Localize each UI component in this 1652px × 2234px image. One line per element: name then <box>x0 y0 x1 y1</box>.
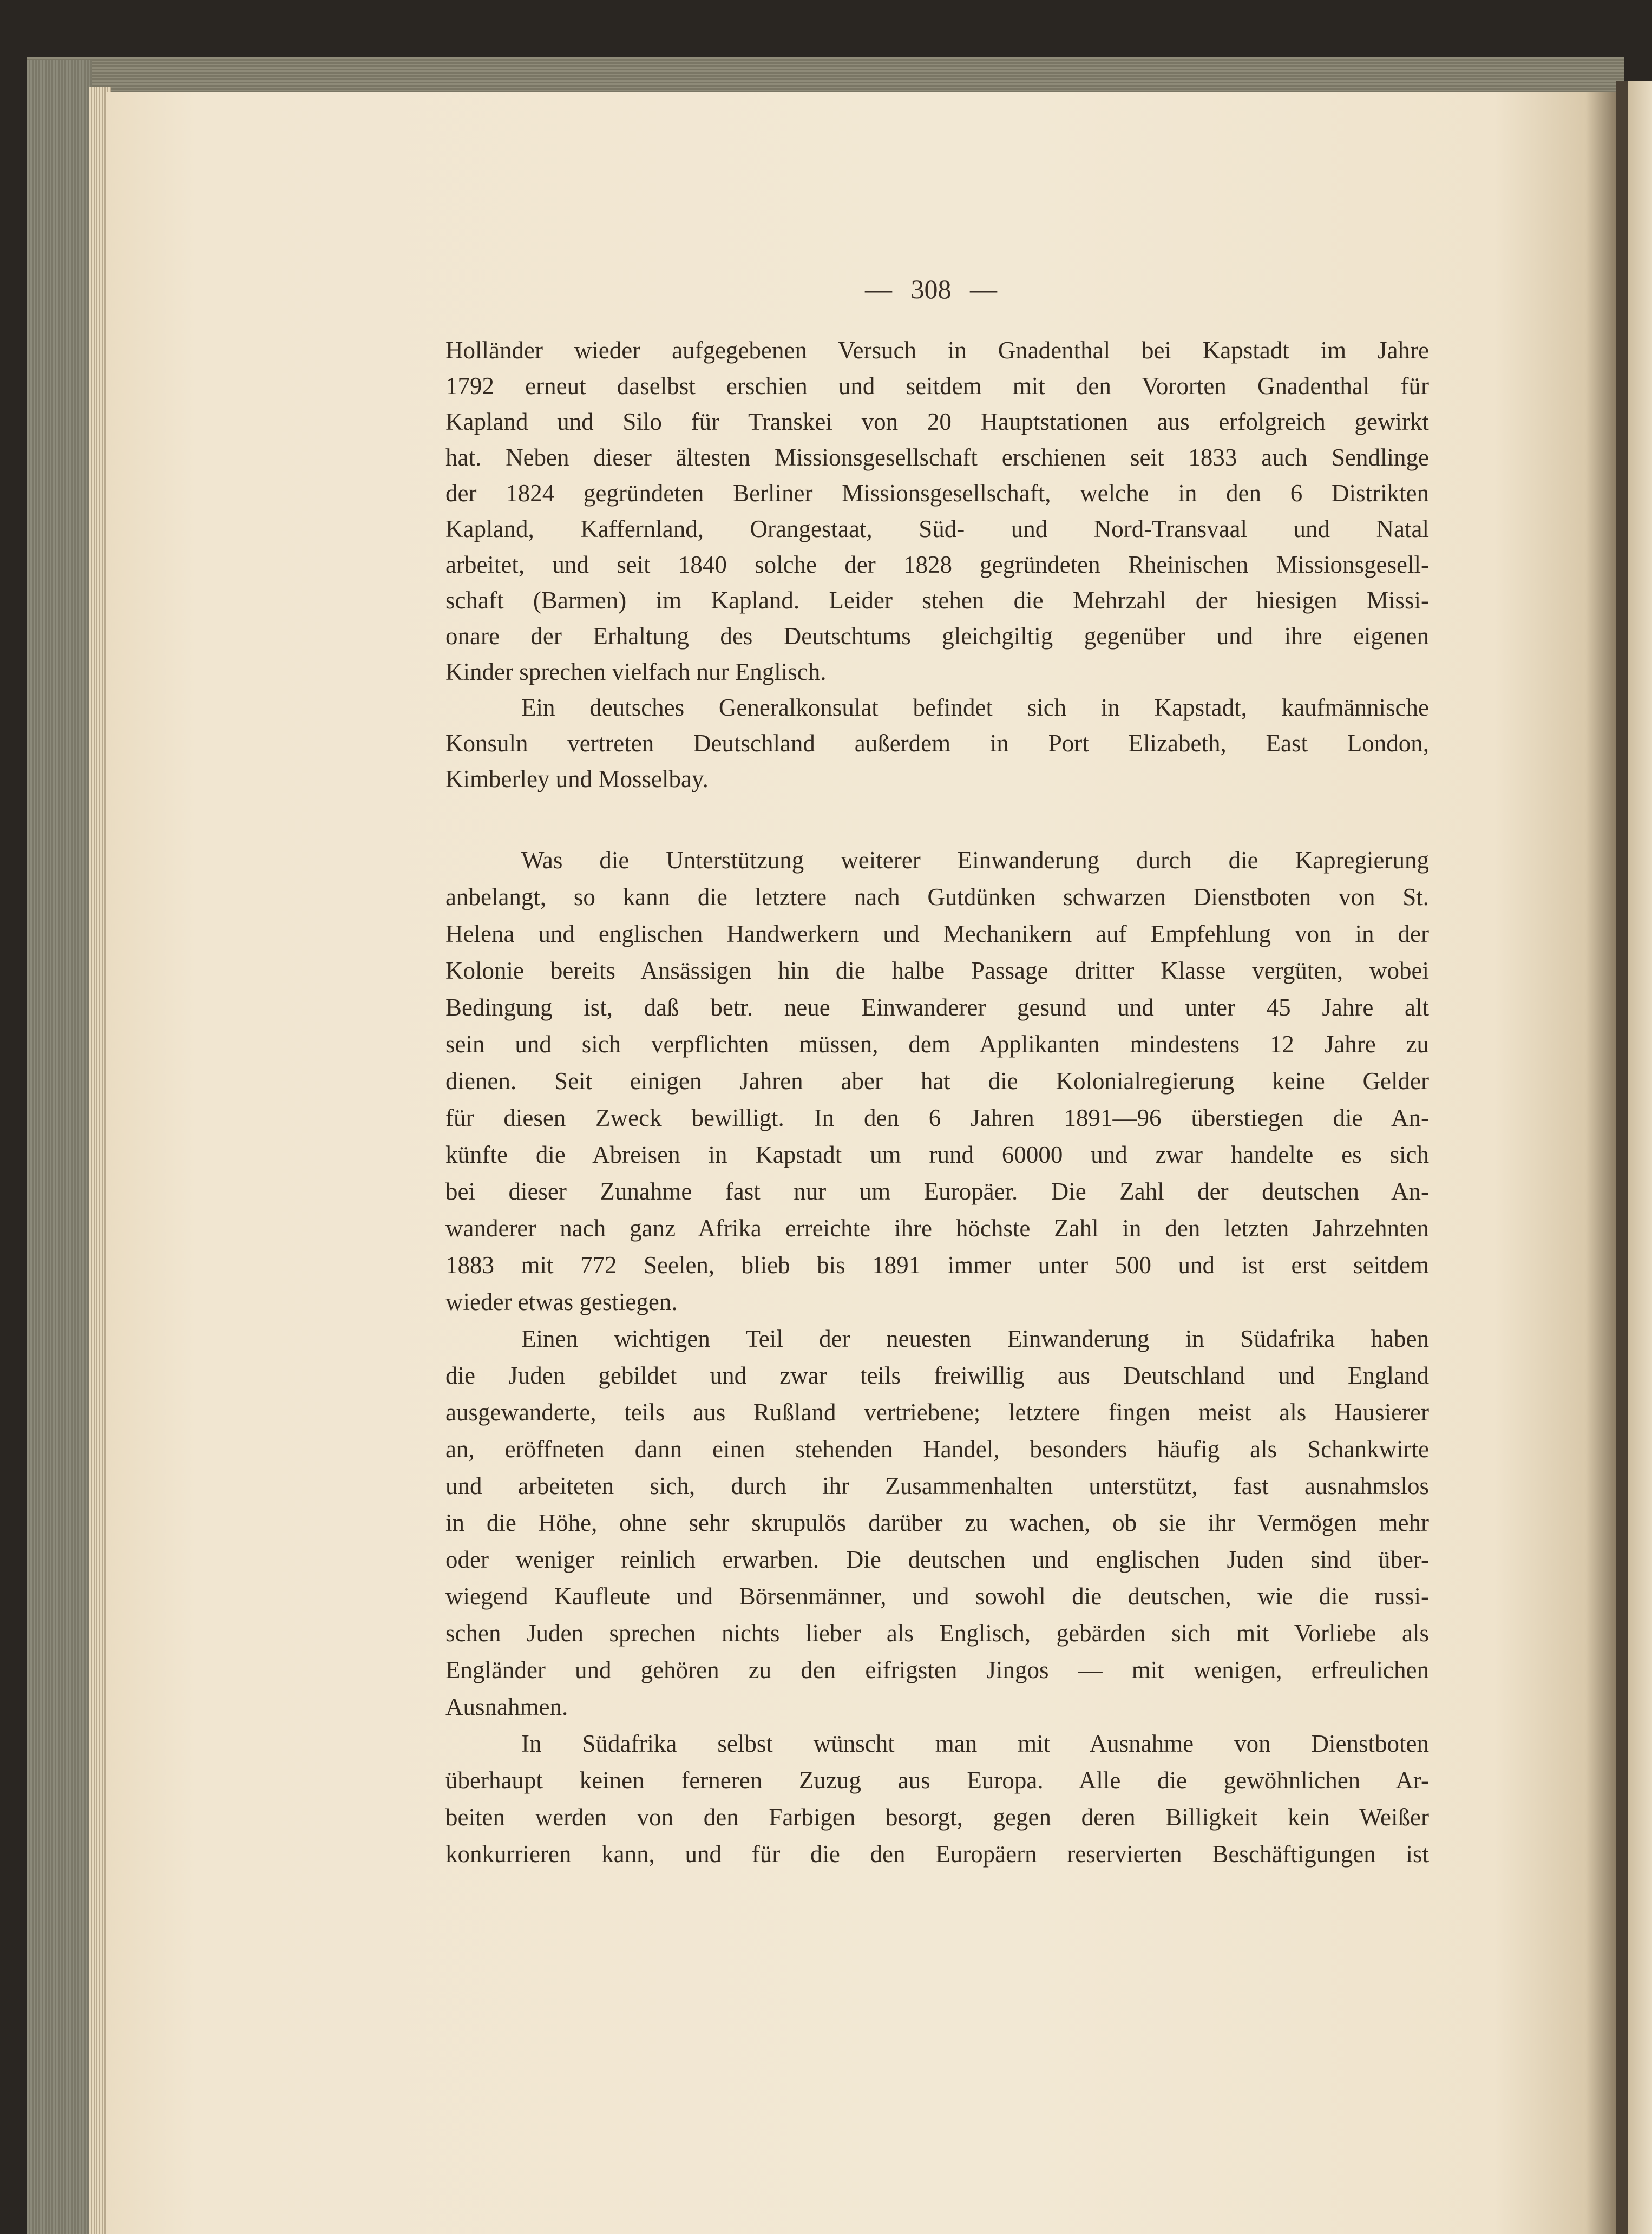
book-cover-spine <box>27 60 92 2234</box>
text-line: wiegend Kaufleute und Börsenmänner, und sowohl die deutschen, wie die russi- <box>445 1583 1429 1610</box>
text-line: die Juden gebildet und zwar teils freiwillig aus Deutschland und England <box>445 1362 1429 1389</box>
text-line: konkurrieren kann, und für die den Europäern reservierten Beschäftigungen ist <box>445 1840 1429 1868</box>
text-line: sein und sich verpflichten müssen, dem Applikanten mindestens 12 Jahre zu <box>445 1031 1429 1058</box>
text-line: künfte die Abreisen in Kapstadt um rund 60000 und zwar handelte es sich <box>445 1141 1429 1168</box>
paragraph <box>445 332 1429 690</box>
text-line: Kolonie bereits Ansässigen hin die halbe Passage dritter Klasse vergüten, wobei <box>445 957 1429 984</box>
page-number: — 308 — <box>865 274 997 304</box>
text-line: und arbeiteten sich, durch ihr Zusammenhalten unterstützt, fast ausnahmslos <box>445 1472 1429 1499</box>
text-line: 1792 erneut daselbst erschien und seitdem mit den Vororten Gnadenthal für <box>445 372 1429 399</box>
text-line: Kapland, Kaffernland, Orangestaat, Süd- und Nord-Transvaal und Natal <box>445 515 1429 542</box>
text-line: onare der Erhaltung des Deutschtums gleichgiltig gegenüber und ihre eigenen <box>445 623 1429 650</box>
text-line: in die Höhe, ohne sehr skrupulös darüber zu wachen, ob sie ihr Vermögen mehr <box>445 1509 1429 1536</box>
text-line: ausgewanderte, teils aus Rußland vertriebene; letztere fingen meist als Hausierer <box>445 1399 1429 1426</box>
text-line: überhaupt keinen ferneren Zuzug aus Europa. Alle die gewöhnlichen Ar- <box>445 1767 1429 1794</box>
text-line: Einen wichtigen Teil der neuesten Einwanderung in Südafrika haben <box>521 1325 1429 1352</box>
text-line: bei dieser Zunahme fast nur um Europäer. Die Zahl der deutschen An- <box>445 1178 1429 1205</box>
text-line: für diesen Zweck bewilligt. In den 6 Jahren 1891—96 überstiegen die An- <box>445 1104 1429 1131</box>
text-line: Kimberley und Mosselbay. <box>445 765 709 792</box>
text-line: arbeitet, und seit 1840 solche der 1828 gegründeten Rheinischen Missionsgesell- <box>445 551 1429 578</box>
text-line: Kinder sprechen vielfach nur Englisch. <box>445 658 827 685</box>
facing-page-edge <box>1628 81 1652 2234</box>
paragraph <box>445 690 1429 797</box>
text-line: Ausnahmen. <box>445 1693 568 1720</box>
paragraph <box>445 1320 1429 1725</box>
text-section <box>445 842 1429 1872</box>
text-line: wanderer nach ganz Afrika erreichte ihre höchste Zahl in den letzten Jahrzehnten <box>445 1215 1429 1242</box>
text-line: dienen. Seit einigen Jahren aber hat die Kolonialregierung keine Gelder <box>445 1067 1429 1095</box>
text-line: der 1824 gegründeten Berliner Missionsgesellschaft, welche in den 6 Distrikten <box>445 480 1429 507</box>
text-line: Engländer und gehören zu den eifrigsten Jingos — mit wenigen, erfreulichen <box>445 1656 1429 1683</box>
paragraph <box>445 1725 1429 1872</box>
book-cover-top <box>27 57 1624 95</box>
text-line: anbelangt, so kann die letztere nach Gutdünken schwarzen Dienstboten von St. <box>445 883 1429 910</box>
text-line: Kapland und Silo für Transkei von 20 Hauptstationen aus erfolgreich gewirkt <box>445 408 1429 435</box>
text-line: Bedingung ist, daß betr. neue Einwanderer gesund und unter 45 Jahre alt <box>445 994 1429 1021</box>
paragraph <box>445 842 1429 1320</box>
text-line: schaft (Barmen) im Kapland. Leider stehen die Mehrzahl der hiesigen Missi- <box>445 587 1429 614</box>
text-line: Ein deutsches Generalkonsulat befindet sich in Kapstadt, kaufmännische <box>521 694 1429 721</box>
text-line: beiten werden von den Farbigen besorgt, gegen deren Billigkeit kein Weißer <box>445 1804 1429 1831</box>
text-line: schen Juden sprechen nichts lieber als Englisch, gebärden sich mit Vorliebe als <box>445 1620 1429 1647</box>
text-line: Was die Unterstützung weiterer Einwanderung durch die Kapregierung <box>521 847 1429 874</box>
text-line: Helena und englischen Handwerkern und Mechanikern auf Empfehlung von in der <box>445 920 1429 947</box>
text-line: Konsuln vertreten Deutschland außerdem in Port Elizabeth, East London, <box>445 730 1429 757</box>
text-line: Holländer wieder aufgegebenen Versuch in Gnadenthal bei Kapstadt im Jahre <box>445 337 1429 364</box>
book-gutter <box>1616 81 1628 2234</box>
text-line: In Südafrika selbst wünscht man mit Ausnahme von Dienstboten <box>521 1730 1429 1757</box>
text-line: an, eröffneten dann einen stehenden Handel, besonders häufig als Schankwirte <box>445 1436 1429 1463</box>
text-line: oder weniger reinlich erwarben. Die deutschen und englischen Juden sind über- <box>445 1546 1429 1573</box>
text-section <box>445 332 1429 797</box>
text-line: 1883 mit 772 Seelen, blieb bis 1891 immer unter 500 und ist erst seitdem <box>445 1252 1429 1279</box>
text-line: wieder etwas gestiegen. <box>445 1288 678 1315</box>
text-line: hat. Neben dieser ältesten Missionsgesellschaft erschienen seit 1833 auch Sendlinge <box>445 444 1429 471</box>
